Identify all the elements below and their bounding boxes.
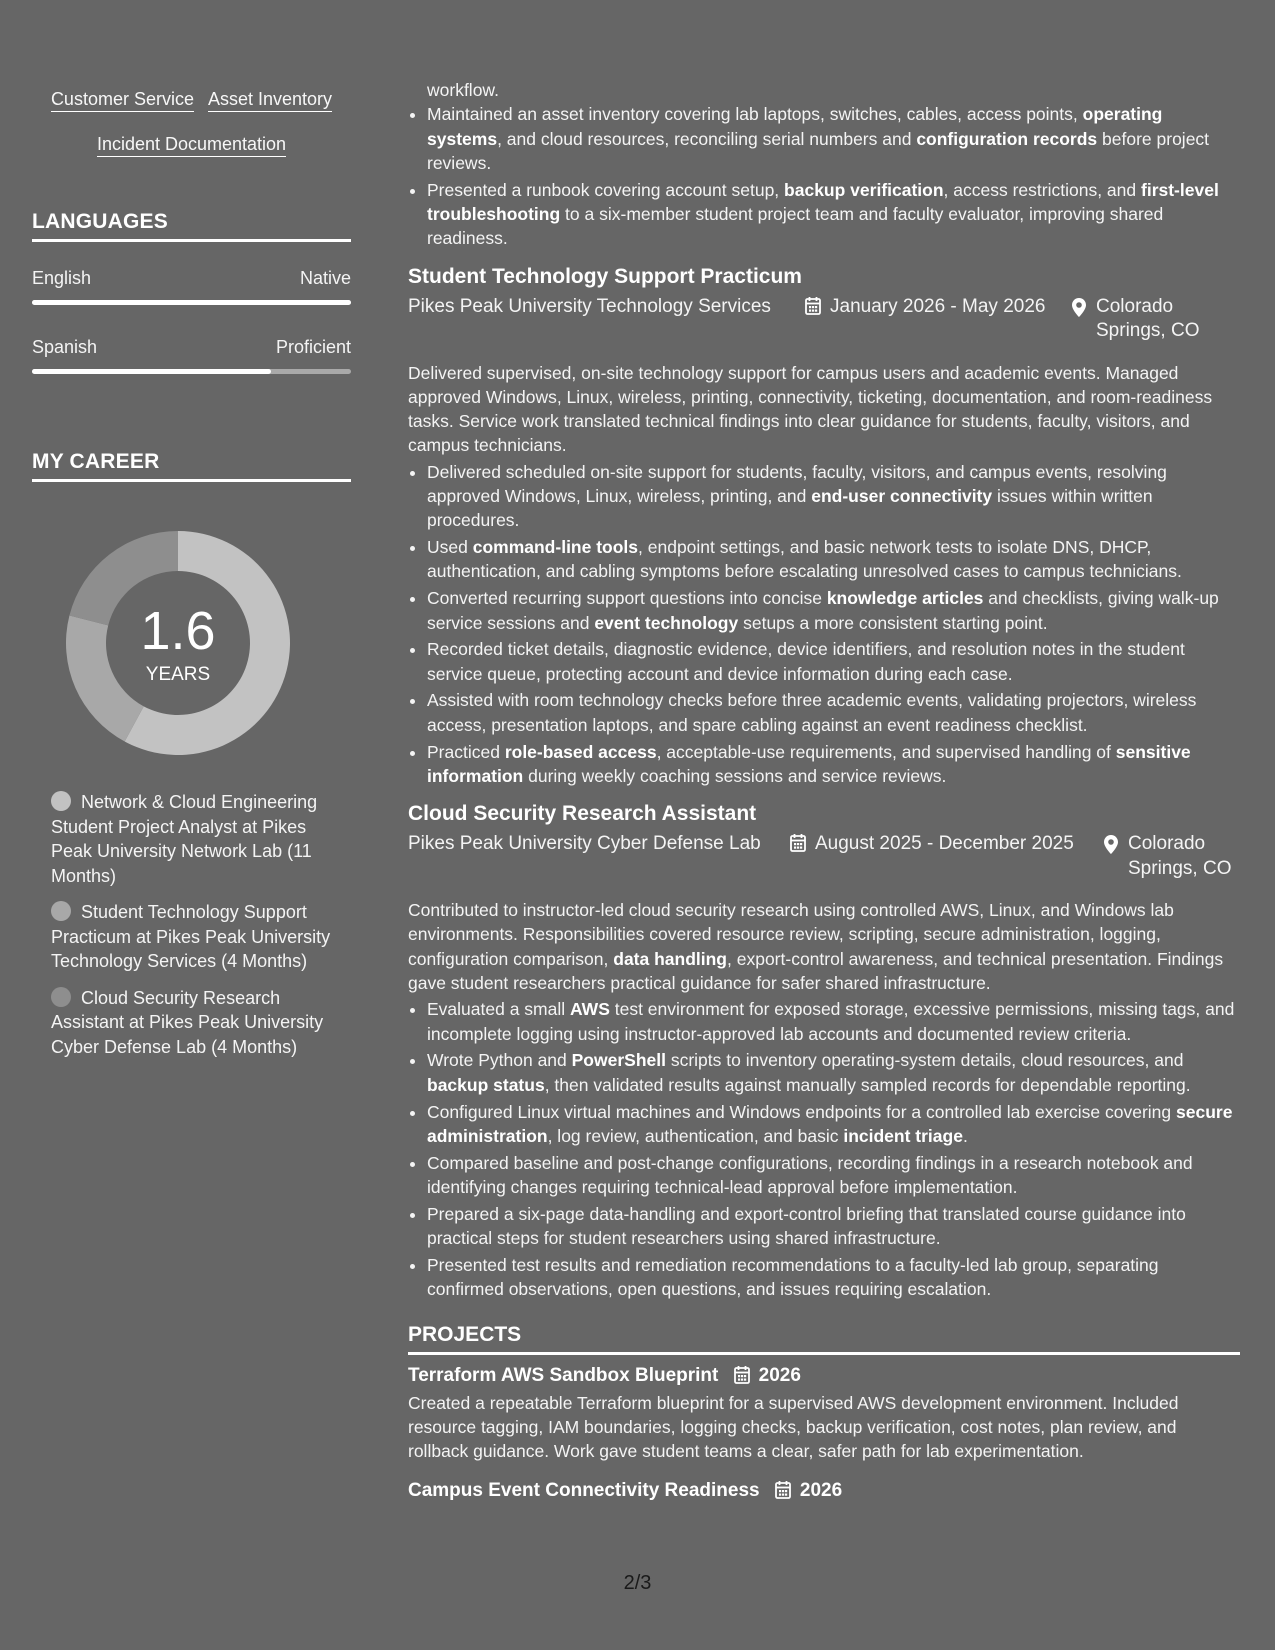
career-heading: MY CAREER	[32, 450, 351, 482]
job-organization: Pikes Peak University Cyber Defense Lab	[408, 833, 761, 855]
career-item-text: Cloud Security Research Assistant at Pikes Peak University Cyber Defense Lab (4 Months)	[51, 987, 324, 1057]
bullet-item: • Maintained an asset inventory covering lab laptops, switches, cables, access points, operating systems, and cloud resources, reconciling serial numbers and configuration records before project reviews.	[427, 102, 1240, 175]
project-title-row	[408, 1363, 1240, 1389]
project-title: Campus Event Connectivity Readiness	[408, 1479, 760, 1501]
language-row	[32, 268, 351, 289]
continued-text: workflow.	[427, 80, 499, 100]
job-location-text: Colorado Springs, CO	[1096, 295, 1200, 342]
language-name: Spanish	[32, 337, 98, 357]
calendar-icon	[805, 296, 821, 315]
job-meta	[408, 295, 1240, 349]
job-title: Cloud Security Research Assistant	[408, 802, 757, 826]
career-list	[51, 790, 331, 1071]
bullet-item: • Delivered scheduled on-site support for students, faculty, visitors, and campus events, resolving approved Windows, Linux, wireless, printing, and end-user connectivity issues within written procedures.	[427, 460, 1240, 533]
skill-tag: Incident Documentation	[97, 133, 286, 157]
career-item	[51, 900, 331, 974]
job-meta	[408, 832, 1240, 886]
career-donut-chart	[66, 531, 290, 755]
language-proficiency-fill	[32, 369, 271, 374]
skill-tag: Customer Service	[51, 88, 194, 112]
job-summary: Delivered supervised, on-site technology support for campus users and academic events. Managed approved Windows, Linux, wireless, printing, connectivity, ticketing, documentation, and room-readiness tasks. Service work translated technical findings into clear guidance for students, faculty, visitors, and campus technicians.	[408, 362, 1213, 456]
bullet-item: • Practiced role-based access, acceptable-use requirements, and supervised handling of sensitive information during weekly coaching sessions and service reviews.	[427, 740, 1240, 789]
page-number: 2/3	[623, 1572, 652, 1594]
project-description: Created a repeatable Terraform blueprint for a supervised AWS development environment. Included resource tagging, IAM boundaries, logging checks, backup verification, cost notes, plan review, and rollback guidance. Work gave student teams a clear, safer path for lab experimentation.	[408, 1392, 1179, 1462]
career-dot	[51, 987, 71, 1007]
job-title: Student Technology Support Practicum	[408, 264, 802, 288]
project-title: Terraform AWS Sandbox Blueprint	[408, 1364, 719, 1386]
job-dates	[790, 832, 1074, 856]
bullet-item: • Evaluated a small AWS test environment for exposed storage, excessive permissions, missing tags, and incomplete logging using instructor-approved lab accounts and documented review criteria.	[427, 997, 1240, 1046]
career-item	[51, 790, 331, 888]
skill-tag: Asset Inventory	[208, 88, 332, 112]
language-proficiency-bar	[32, 369, 351, 374]
career-total-value: 1.6	[140, 601, 216, 661]
career-item-text: Student Technology Support Practicum at Pikes Peak University Technology Services (4 Months)	[51, 902, 331, 971]
bullet-item: • Presented test results and remediation recommendations to a faculty-led lab group, separating confirmed observations, open questions, and issues requiring escalation.	[427, 1253, 1240, 1302]
career-total-unit: YEARS	[145, 664, 211, 685]
job-location	[1104, 832, 1234, 881]
job-location	[1072, 295, 1222, 344]
job-dates-text: August 2025 - December 2025	[815, 833, 1074, 855]
map-pin-icon	[1072, 298, 1086, 317]
career-dot	[51, 901, 71, 921]
project-year: 2026	[799, 1479, 843, 1501]
map-pin-icon	[1104, 835, 1118, 854]
right-column	[408, 78, 1240, 1506]
bullet-item: • Configured Linux virtual machines and Windows endpoints for a controlled lab exercise covering secure administration, log review, authentication, and basic incident triage.	[427, 1100, 1240, 1149]
job-dates	[805, 295, 1045, 319]
career-item	[51, 986, 331, 1060]
continued-bullets	[408, 102, 1240, 250]
bullet-item: • Compared baseline and post-change configurations, recording findings in a research notebook and identifying changes requiring technical-lead approval before implementation.	[427, 1151, 1240, 1200]
projects-heading: PROJECTS	[408, 1323, 1240, 1354]
bullet-item: • Converted recurring support questions into concise knowledge articles and checklists, giving walk-up service sessions and event technology setups a more consistent starting point.	[427, 586, 1240, 635]
bullet-item: • Assisted with room technology checks before three academic events, validating projectors, wireless access, presentation laptops, and spare cabling against an event readiness checklist.	[427, 688, 1240, 737]
job-location-text: Colorado Springs, CO	[1128, 833, 1232, 879]
bullet-item: • Used command-line tools, endpoint settings, and basic network tests to isolate DNS, DHCP, authentication, and cabling symptoms before escalating unresolved cases to campus technicians.	[427, 535, 1240, 584]
language-row	[32, 337, 351, 358]
job-dates-text: January 2026 - May 2026	[830, 295, 1046, 317]
job-bullets	[408, 997, 1240, 1301]
calendar-icon	[734, 1365, 750, 1384]
bullet-item: • Recorded ticket details, diagnostic evidence, device identifiers, and resolution notes in the student service queue, protecting account and device information during each case.	[427, 637, 1240, 686]
language-proficiency-fill	[32, 300, 351, 305]
language-level: Native	[299, 268, 351, 288]
job-bullets	[408, 460, 1240, 788]
project-year: 2026	[758, 1364, 801, 1386]
language-level: Proficient	[275, 337, 351, 357]
language-name: English	[32, 268, 92, 288]
career-dot	[51, 791, 71, 811]
project-title-row	[408, 1478, 1240, 1504]
job-organization: Pikes Peak University Technology Services	[408, 295, 771, 317]
skills-tags	[32, 88, 351, 178]
job-summary: Contributed to instructor-led cloud security research using controlled AWS, Linux, and Windows lab environments. Responsibilities covered resource review, scripting, secure administration, logging, configuration comparison, data handling, export-control awareness, and technical presentation. Findings gave student researchers practical guidance for safer shared infrastructure.	[408, 900, 1224, 994]
career-item-text: Network & Cloud Engineering Student Project Analyst at Pikes Peak University Network Lab (11 Months)	[51, 792, 318, 886]
bullet-item: • Presented a runbook covering account setup, backup verification, access restrictions, and first-level troubleshooting to a six-member student project team and faculty evaluator, improving shared readiness.	[427, 178, 1240, 251]
language-proficiency-bar	[32, 300, 351, 305]
calendar-icon	[775, 1480, 791, 1499]
bullet-item: • Prepared a six-page data-handling and export-control briefing that translated course guidance into practical steps for student researchers using shared infrastructure.	[427, 1202, 1240, 1251]
bullet-item: • Wrote Python and PowerShell scripts to inventory operating-system details, cloud resources, and backup status, then validated results against manually sampled records for dependable reporting.	[427, 1048, 1240, 1097]
calendar-icon	[790, 833, 806, 852]
languages-heading: LANGUAGES	[32, 210, 351, 242]
